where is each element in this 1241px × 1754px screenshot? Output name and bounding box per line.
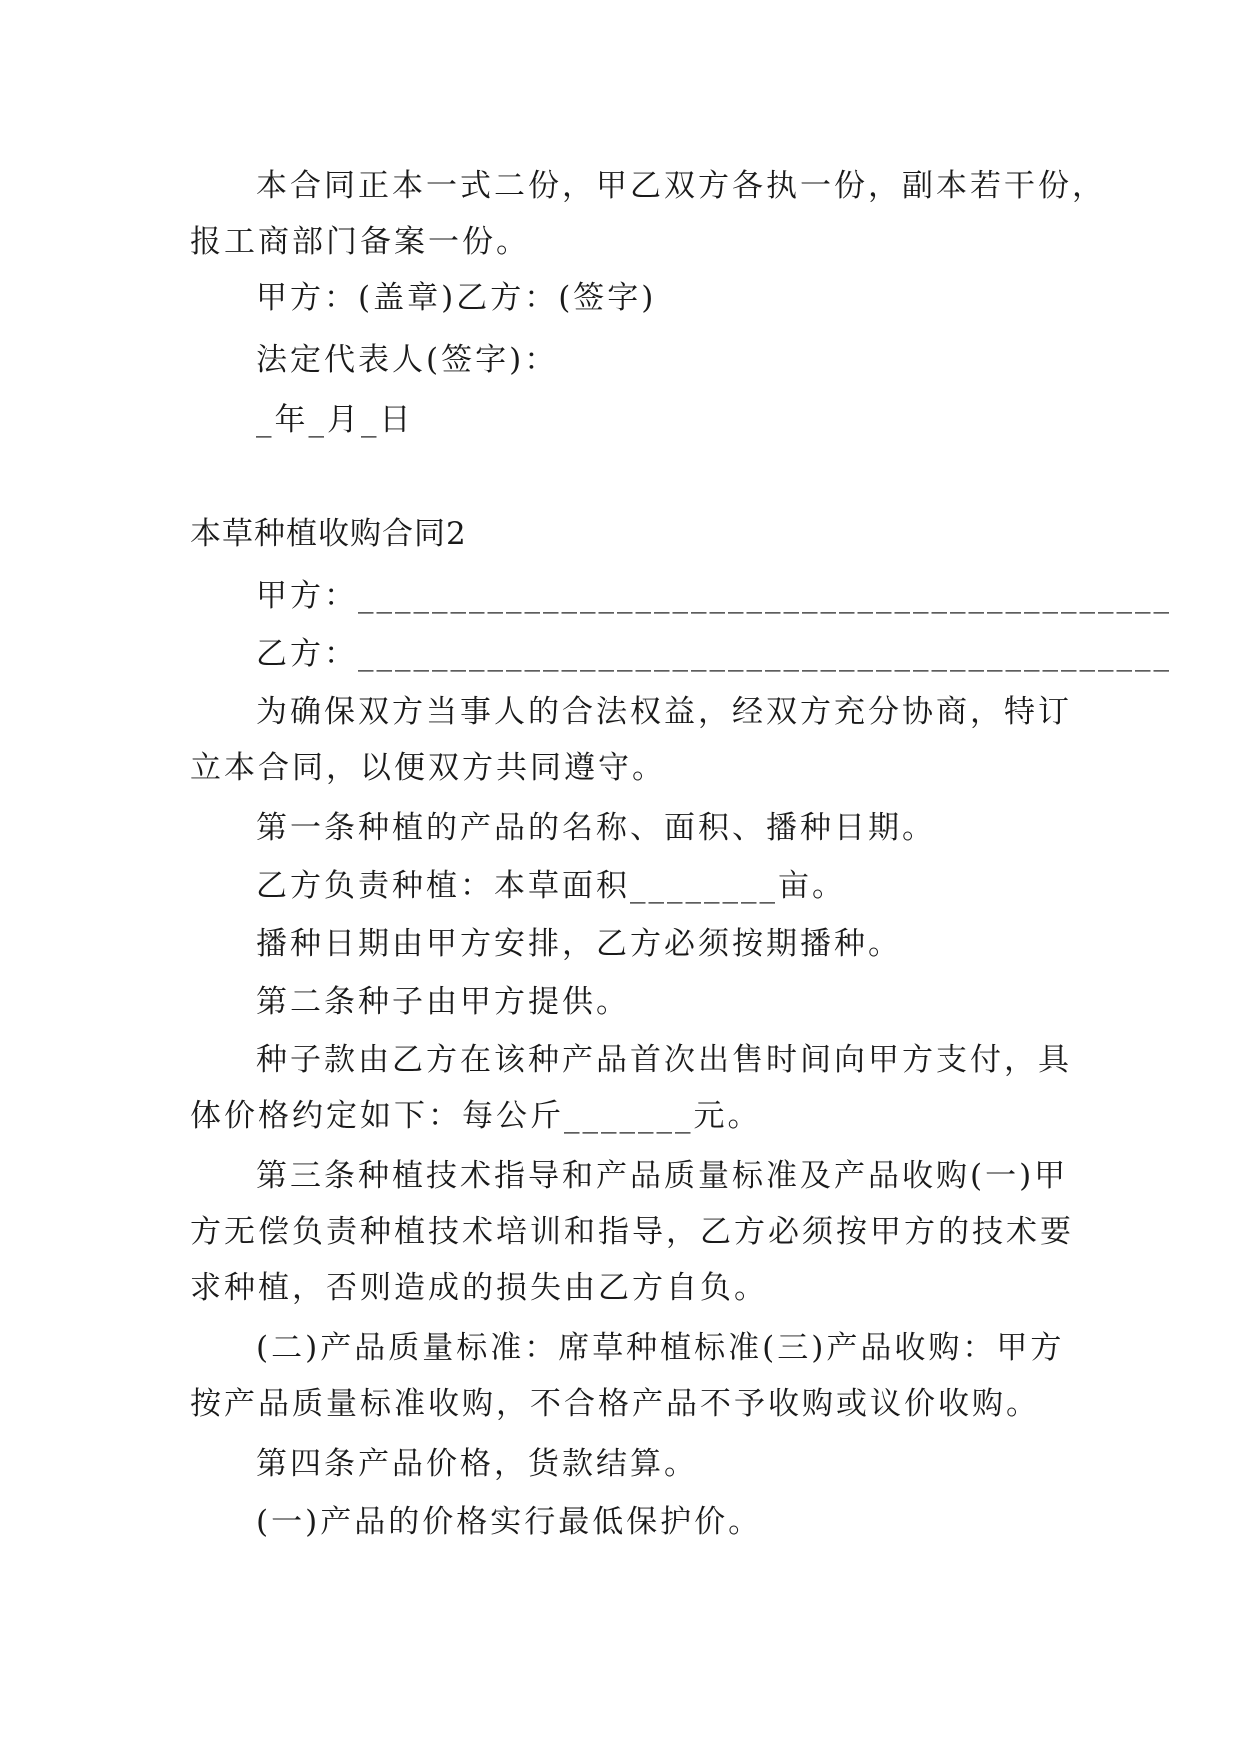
date-line: _年_月_日 <box>256 402 414 438</box>
party-a-line: 甲方：____________________________________________ <box>256 578 1172 614</box>
paragraph-line: 为确保双方当事人的合法权益，经双方充分协商，特订 <box>256 694 1072 730</box>
paragraph-line: 方无偿负责种植技术培训和指导，乙方必须按甲方的技术要 <box>190 1214 1074 1250</box>
article-heading: 第二条种子由甲方提供。 <box>256 984 630 1020</box>
article-heading: 第一条种植的产品的名称、面积、播种日期。 <box>256 810 936 846</box>
paragraph-line: 立本合同，以便双方共同遵守。 <box>190 750 666 786</box>
paragraph-line: 报工商部门备案一份。 <box>190 224 530 260</box>
party-b-line: 乙方：____________________________________________ <box>256 636 1172 672</box>
article-heading: 第四条产品价格，货款结算。 <box>256 1446 698 1482</box>
paragraph-line: 体价格约定如下：每公斤_______元。 <box>190 1098 762 1134</box>
article-heading: 第三条种植技术指导和产品质量标准及产品收购(一)甲 <box>256 1158 1069 1194</box>
contract-title: 本草种植收购合同2 <box>190 516 467 552</box>
signature-line-representative: 法定代表人(签字)： <box>256 342 559 378</box>
signature-line-parties: 甲方：(盖章)乙方：(签字) <box>256 280 657 316</box>
paragraph-line: 播种日期由甲方安排，乙方必须按期播种。 <box>256 926 902 962</box>
paragraph-line: 本合同正本一式二份，甲乙双方各执一份，副本若干份， <box>256 168 1106 204</box>
paragraph-line: 种子款由乙方在该种产品首次出售时间向甲方支付，具 <box>256 1042 1072 1078</box>
paragraph-line: 求种植，否则造成的损失由乙方自负。 <box>190 1270 768 1306</box>
paragraph-line: (二)产品质量标准：席草种植标准(三)产品收购：甲方 <box>256 1330 1065 1366</box>
paragraph-line: 按产品质量标准收购，不合格产品不予收购或议价收购。 <box>190 1386 1040 1422</box>
paragraph-line: (一)产品的价格实行最低保护价。 <box>256 1504 763 1540</box>
paragraph-line: 乙方负责种植：本草面积________亩。 <box>256 868 846 904</box>
